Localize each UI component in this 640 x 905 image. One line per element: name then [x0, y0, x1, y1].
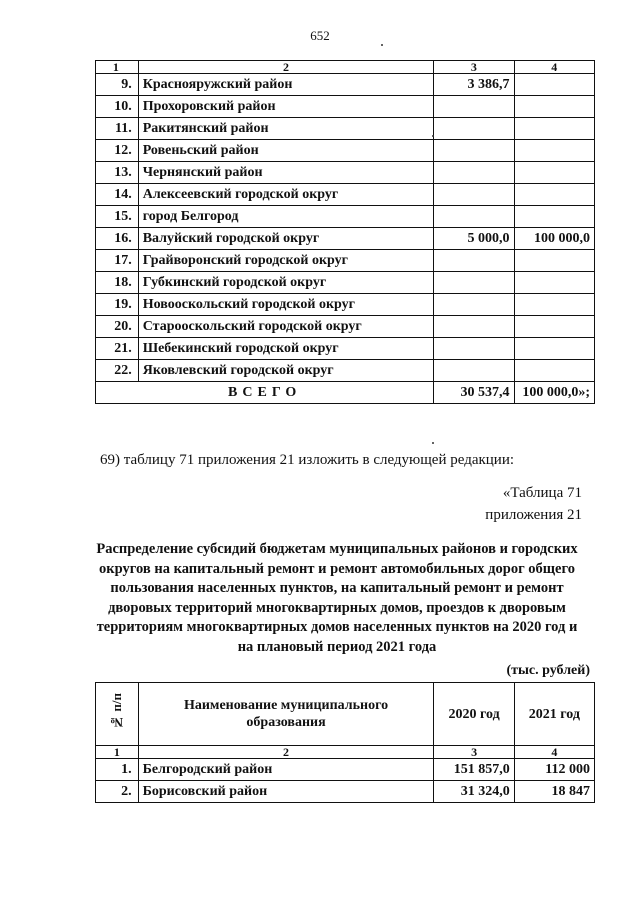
row-value-2021	[514, 118, 594, 140]
table-row	[96, 162, 595, 184]
row-value-2020	[434, 272, 514, 294]
header-cell: 1	[96, 61, 139, 74]
row-name: Новооскольский городской округ	[138, 294, 434, 316]
row-name: Ракитянский район	[138, 118, 434, 140]
row-value-2020	[434, 184, 514, 206]
row-number: 9.	[96, 74, 139, 96]
row-value-2020	[434, 140, 514, 162]
table-row	[96, 360, 595, 382]
row-value-2020	[434, 118, 514, 140]
header-cell: 4	[514, 746, 594, 759]
table-body	[96, 759, 595, 803]
row-name: Борисовский район	[138, 781, 434, 803]
row-name: Прохоровский район	[138, 96, 434, 118]
table-row	[96, 338, 595, 360]
table-reference-line1: «Таблица 71	[502, 485, 582, 501]
row-value-2020	[434, 338, 514, 360]
table-numbering-row	[96, 746, 595, 759]
total-2021: 100 000,0»;	[514, 382, 594, 404]
header-2020-cell: 2020 год	[434, 683, 514, 746]
page-number: 652	[310, 28, 330, 43]
table-row	[96, 140, 595, 162]
total-2020: 30 537,4	[434, 382, 514, 404]
row-name: Шебекинский городской округ	[138, 338, 434, 360]
row-value-2020	[434, 294, 514, 316]
row-name: Краснояружский район	[138, 74, 434, 96]
row-name: Яковлевский городской округ	[138, 360, 434, 382]
header-cell: 3	[434, 746, 514, 759]
scan-speck	[432, 135, 434, 137]
row-number: 1.	[96, 759, 139, 781]
row-value-2020	[434, 162, 514, 184]
header-num-cell	[96, 683, 139, 746]
row-number: 22.	[96, 360, 139, 382]
table-row	[96, 184, 595, 206]
row-value-2020: 151 857,0	[434, 759, 514, 781]
table-row	[96, 250, 595, 272]
row-value-2020	[434, 96, 514, 118]
row-value-2021	[514, 140, 594, 162]
header-num-label: № п/п	[109, 693, 125, 730]
row-value-2021	[514, 184, 594, 206]
total-label: ВСЕГО	[96, 382, 434, 404]
header-cell: 3	[434, 61, 514, 74]
table-header-row	[96, 683, 595, 746]
row-value-2021	[514, 294, 594, 316]
table-row	[96, 781, 595, 803]
row-value-2020: 5 000,0	[434, 228, 514, 250]
row-value-2020	[434, 206, 514, 228]
row-number: 21.	[96, 338, 139, 360]
table-row	[96, 74, 595, 96]
total-row	[96, 382, 595, 404]
row-value-2020	[434, 250, 514, 272]
table-row	[96, 272, 595, 294]
instruction-paragraph: 69) таблицу 71 приложения 21 изложить в следующей редакции:	[100, 452, 515, 468]
row-number: 18.	[96, 272, 139, 294]
row-number: 11.	[96, 118, 139, 140]
subsidy-table-new	[95, 682, 595, 803]
row-value-2021	[514, 360, 594, 382]
row-name: Алексеевский городской округ	[138, 184, 434, 206]
row-value-2020: 3 386,7	[434, 74, 514, 96]
row-value-2021: 100 000,0	[514, 228, 594, 250]
header-cell: 2	[138, 61, 434, 74]
row-number: 20.	[96, 316, 139, 338]
row-value-2021	[514, 206, 594, 228]
row-value-2021	[514, 338, 594, 360]
header-cell: 2	[138, 746, 434, 759]
row-name: Чернянский район	[138, 162, 434, 184]
table-row	[96, 206, 595, 228]
table-title: Распределение субсидий бюджетам муниципальных районов и городских округов на капитальный ремонт и ремонт автомобильных дорог общего пользования населенных пунктов, на капитальный ремонт и ремонт дворовых территорий многоквартирных домов, проездов к дворовым территориям многоквартирных домов населенных пунктов на 2020 год и на плановый период 2021 года	[96, 541, 578, 655]
row-name: Белгородский район	[138, 759, 434, 781]
row-value-2021: 112 000	[514, 759, 594, 781]
row-name: Валуйский городской округ	[138, 228, 434, 250]
row-number: 19.	[96, 294, 139, 316]
table-row	[96, 316, 595, 338]
table-reference-line2: приложения 21	[485, 507, 582, 523]
row-number: 17.	[96, 250, 139, 272]
header-cell: 4	[514, 61, 594, 74]
table-row	[96, 294, 595, 316]
row-number: 16.	[96, 228, 139, 250]
row-value-2021	[514, 272, 594, 294]
row-number: 13.	[96, 162, 139, 184]
table-row	[96, 759, 595, 781]
row-name: Губкинский городской округ	[138, 272, 434, 294]
row-name: Ровеньский район	[138, 140, 434, 162]
header-2021-cell: 2021 год	[514, 683, 594, 746]
row-value-2021	[514, 162, 594, 184]
header-cell: 1	[96, 746, 139, 759]
row-value-2020	[434, 316, 514, 338]
row-value-2021	[514, 316, 594, 338]
row-value-2021	[514, 250, 594, 272]
table-row	[96, 96, 595, 118]
row-number: 12.	[96, 140, 139, 162]
table-body	[96, 74, 595, 382]
table-row	[96, 228, 595, 250]
row-value-2020	[434, 360, 514, 382]
row-value-2020: 31 324,0	[434, 781, 514, 803]
row-value-2021	[514, 96, 594, 118]
row-number: 10.	[96, 96, 139, 118]
row-value-2021: 18 847	[514, 781, 594, 803]
row-name: город Белгород	[138, 206, 434, 228]
row-name: Старооскольский городской округ	[138, 316, 434, 338]
scan-speck	[432, 442, 434, 444]
row-number: 14.	[96, 184, 139, 206]
row-number: 15.	[96, 206, 139, 228]
scan-speck	[381, 44, 383, 46]
row-name: Грайворонский городской округ	[138, 250, 434, 272]
row-number: 2.	[96, 781, 139, 803]
table-row	[96, 118, 595, 140]
subsidy-table-continued	[95, 60, 595, 404]
table-header-row	[96, 61, 595, 74]
header-name-cell: Наименование муниципального образования	[138, 683, 434, 746]
units-label: (тыс. рублей)	[506, 663, 590, 678]
row-value-2021	[514, 74, 594, 96]
